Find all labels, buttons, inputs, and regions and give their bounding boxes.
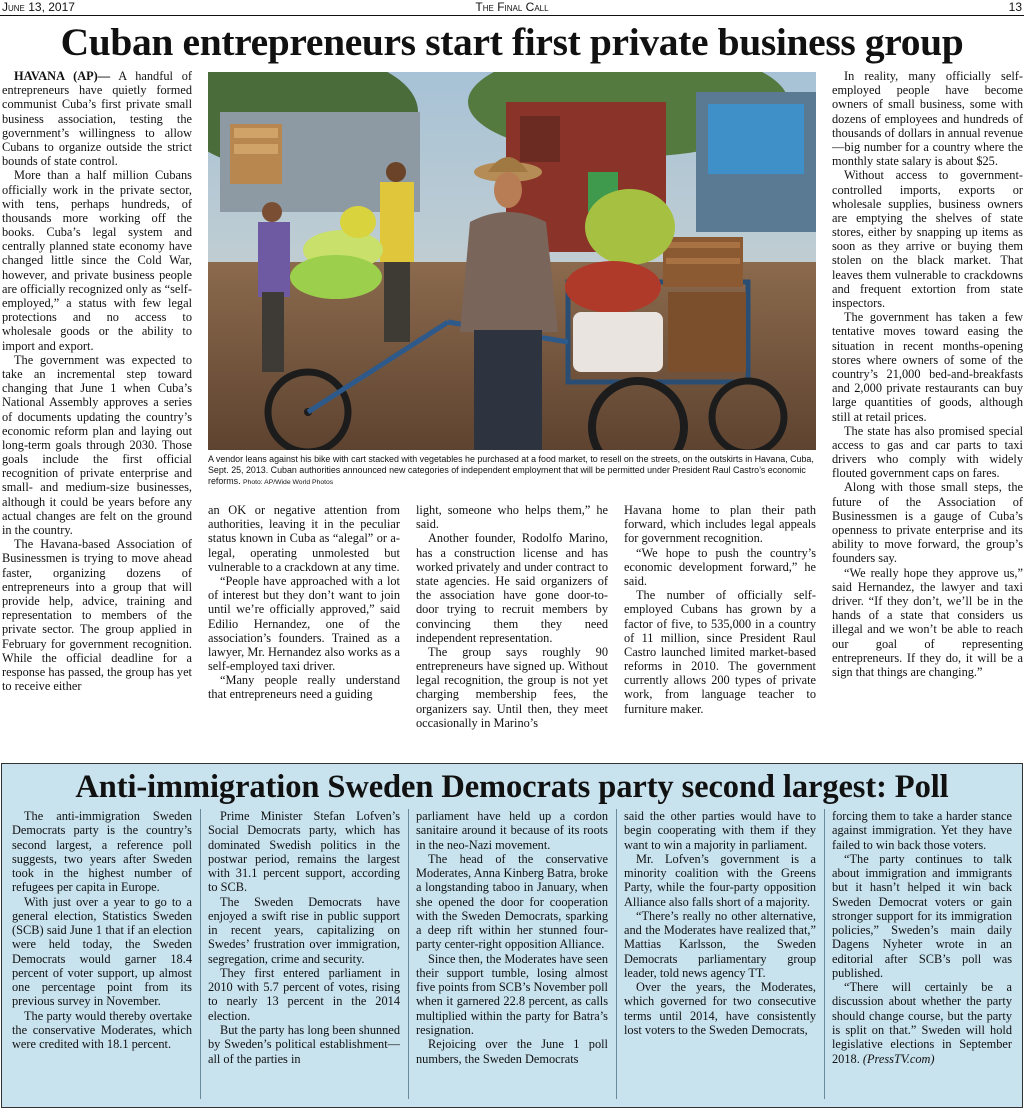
article-paragraph: The government has taken a few tentative moves toward easing the situation in recent months-opening stores where owners of some of the country’s 21,000 bed-and-breakfasts and 2,000 private restaurants can buy large quantities of goods, although still at retail prices. [832, 310, 1023, 424]
article-paragraph: The party would thereby overtake the conservative Moderates, which were credited with 18.1 percent. [12, 1008, 192, 1052]
article-paragraph: With just over a year to go to a general election, Statistics Sweden (SCB) said June 1 that if an election were held today, the Sweden Democrats would garner 18.4 percent of voter support, up almost one percentage point from its previous survey in November. [12, 894, 192, 1009]
sweden-column-5 [832, 809, 1012, 1101]
article-paragraph: The number of officially self-employed Cubans has grown by a factor of five, to 535,000 in a country of 11 million, since President Raul Castro launched limited market-based reforms in 2010. The government currently allows 200 types of private work, from language teacher to furniture maker. [624, 588, 816, 716]
article-paragraph: The Sweden Democrats have enjoyed a swift rise in public support in recent years, capitalizing on Swedes’ frustration over immigration, segregation, crime and security. [208, 894, 400, 966]
article-paragraph: The head of the conservative Moderates, Anna Kinberg Batra, broke a longstanding taboo in January, when she opened the door for cooperation with the Sweden Democrats, sparking a deep rift within her stunned four-party center-right opposition Alliance. [416, 851, 608, 952]
article-paragraph: forcing them to take a harder stance against immigration. Yet they have failed to win back those voters. [832, 809, 1012, 852]
photo-credit: Photo: AP/Wide World Photos [243, 479, 334, 486]
photo-caption [208, 454, 816, 488]
article-paragraph: light, someone who helps them,” he said. [416, 503, 608, 532]
caption-text: A vendor leans against his bike with cart stacked with vegetables he purchased at a food market, to resell on the streets, on the outskirts in Havana, Cuba, Sept. 25, 2013. Cuban authorities announced new categories of independent employment that will be permitted under President Raul Castro’s economic reforms. [208, 454, 814, 486]
newspaper-name: The Final Call [475, 0, 549, 14]
article-paragraph: The anti-immigration Sweden Democrats party is the country’s second largest, a reference poll suggests, two years after Sweden took in the highest number of refugees per capita in Europe. [12, 809, 192, 895]
article-paragraph: said the other parties would have to begin cooperating with them if they want to win a majority in parliament. [624, 809, 816, 852]
column-rule [616, 809, 617, 1099]
article-paragraph: A handful of entrepreneurs have quietly formed communist Cuba’s first private small business association, testing the government’s willingness to allow Cubans to organize outside the strict bounds of state control. [2, 69, 192, 169]
column-rule [824, 809, 825, 1099]
article-paragraph: “We hope to push the country’s economic development forward,” he said. [624, 545, 816, 588]
page-number: 13 [1008, 0, 1022, 14]
column-rule [200, 809, 201, 1099]
article-paragraph: More than a half million Cubans officially work in the private sector, with tens, perhaps hundreds, of thousands more working off the books. Cuba’s legal system and centrally planned state economy have changed little since the Cold War, however, and private business people are officially recognized only as “self-employed,” a status with few legal protections and no access to wholesale goods or the ability to import and export. [2, 168, 192, 353]
article-paragraph: The Havana-based Association of Businessmen is trying to move ahead faster, organizing dozens of entrepreneurs into a group that will provide help, advice, training and representation to members of the private sector. The group applied in February for government recognition. While the official deadline for a response has passed, the group has yet to receive either [2, 537, 192, 694]
article-paragraph: Mr. Lofven’s government is a minority coalition with the Greens Party, while the four-party opposition Alliance also falls short of a majority. [624, 851, 816, 909]
cuba-column-5 [832, 69, 1023, 749]
source-credit: (PressTV.com) [862, 1051, 935, 1066]
article-paragraph: In reality, many officially self-employed people have become owners of small business, some with dozens of employees and hundreds of thousands of dollars in annual revenue—big number for a country where the monthly state salary is about $25. [832, 69, 1023, 169]
article-paragraph: “We really hope they approve us,” said Hernandez, the lawyer and taxi driver. “If they don’t, we’ll be in the hands of a state that considers us illegal and we won’t be able to reach our goal of representing entrepreneurs. If they do, it will be a sign that things are changing.” [832, 565, 1023, 679]
page-folio [0, 0, 1024, 16]
article-paragraph: “The party continues to talk about immigration and immigrants but it hasn’t helped it win back Sweden Democrat voters or gain stronger support for its immigration policies,” Sweden’s main daily Dagens Nyheter wrote in an editorial after SCB’s poll was published. [832, 851, 1012, 980]
sweden-column-3 [416, 809, 608, 1101]
article-paragraph: “There will certainly be a discussion about whether the party should change course, but the party is split on that.” Sweden will hold legislative elections in September 2018. [832, 980, 1012, 1066]
article-paragraph: Since then, the Moderates have seen their support tumble, losing almost five points from SCB’s November poll when it garnered 22.8 percent, as calls multiplied within the party for Batra’s resignation. [416, 951, 608, 1037]
article-paragraph: But the party has long been shunned by Sweden’s political establishment—all of the parties in [208, 1022, 400, 1066]
vendor-photo-illustration [208, 72, 816, 450]
column-rule [408, 809, 409, 1099]
article-paragraph: “Many people really understand that entrepreneurs need a guiding [208, 673, 400, 702]
article-paragraph: Havana home to plan their path forward, which includes legal appeals for government recognition. [624, 503, 816, 546]
article-paragraph: Rejoicing over the June 1 poll numbers, the Sweden Democrats [416, 1037, 608, 1066]
dateline: HAVANA (AP)— [14, 69, 111, 83]
article-paragraph: “People have approached with a lot of interest but they don’t want to join until we’re officially approved,” said Edilio Hernandez, one of the association’s founders. Trained as a lawyer, Mr. Hernandez also works as a self-employed taxi driver. [208, 573, 400, 674]
article-paragraph: The state has also promised special access to gas and car parts to taxi drivers who comply with widely flouted government caps on fares. [832, 423, 1023, 481]
cuba-column-4 [624, 503, 816, 749]
article-paragraph: “There’s really no other alternative, and the Moderates have realized that,” Mattias Karlsson, the Sweden Democrats parliamentary group leader, told news agency TT. [624, 908, 816, 980]
cuba-column-1 [2, 69, 192, 749]
cuba-headline: Cuban entrepreneurs start first private business group [60, 20, 964, 64]
article-paragraph: Another founder, Rodolfo Marino, has a construction license and has worked privately and under contract to state agencies. He said organizers of the association have gone door-to-door trying to recruit members by convincing them they need independent representation. [416, 531, 608, 645]
article-paragraph: Prime Minister Stefan Lofven’s Social Democrats party, which has dominated Swedish politics in the postwar period, remains the largest with 31.1 percent support, according to SCB. [208, 809, 400, 895]
cuba-column-2 [208, 503, 400, 749]
sweden-column-1 [12, 809, 192, 1101]
article-paragraph: Without access to government-controlled imports, exports or wholesale supplies, business owners are emptying the shelves of state stores, either by snapping up items as soon as they arrive or buying them stolen on the black market. That leaves them vulnerable to crackdowns and frequent extortion from state inspectors. [832, 168, 1023, 310]
cuba-column-3 [416, 503, 608, 749]
article-paragraph: Along with those small steps, the future of the Association of Businessmen is a gauge of Cuba’s openness to private enterprise and its ability to move forward, the group’s founders say. [832, 480, 1023, 566]
article-paragraph: parliament have held up a cordon sanitaire around it because of its roots in the neo-Nazi movement. [416, 809, 608, 852]
article-paragraph: The government was expected to take an incremental step toward changing that June 1 when Cuba’s National Assembly approves a series of documents updating the country’s economic reform plan and laying out long-term goals through 2030. Those goals include the first official recognition of private enterprise and small- and medium-size businesses, although it could be years before any actual changes are felt on the ground in the country. [2, 352, 192, 537]
sweden-column-4 [624, 809, 816, 1101]
issue-date: June 13, 2017 [2, 0, 75, 14]
sweden-column-2 [208, 809, 400, 1101]
vendor-photo [208, 72, 816, 450]
article-paragraph: They first entered parliament in 2010 with 5.7 percent of votes, rising to nearly 13 percent in the 2014 election. [208, 965, 400, 1023]
article-paragraph: Over the years, the Moderates, which governed for two consecutive terms until 2014, have consistently lost voters to the Sweden Democrats, [624, 980, 816, 1037]
article-paragraph: an OK or negative attention from authorities, leaving it in the peculiar status known in Cuba as “alegal” or a-legal, operating unmolested but vulnerable to a crackdown at any time. [208, 503, 400, 574]
sweden-headline: Anti-immigration Sweden Democrats party second largest: Poll [75, 769, 949, 805]
article-paragraph: The group says roughly 90 entrepreneurs have signed up. Without legal recognition, the group is not yet charging membership fees, the organizers say. Until then, they meet occasionally in Marino’s [416, 644, 608, 730]
